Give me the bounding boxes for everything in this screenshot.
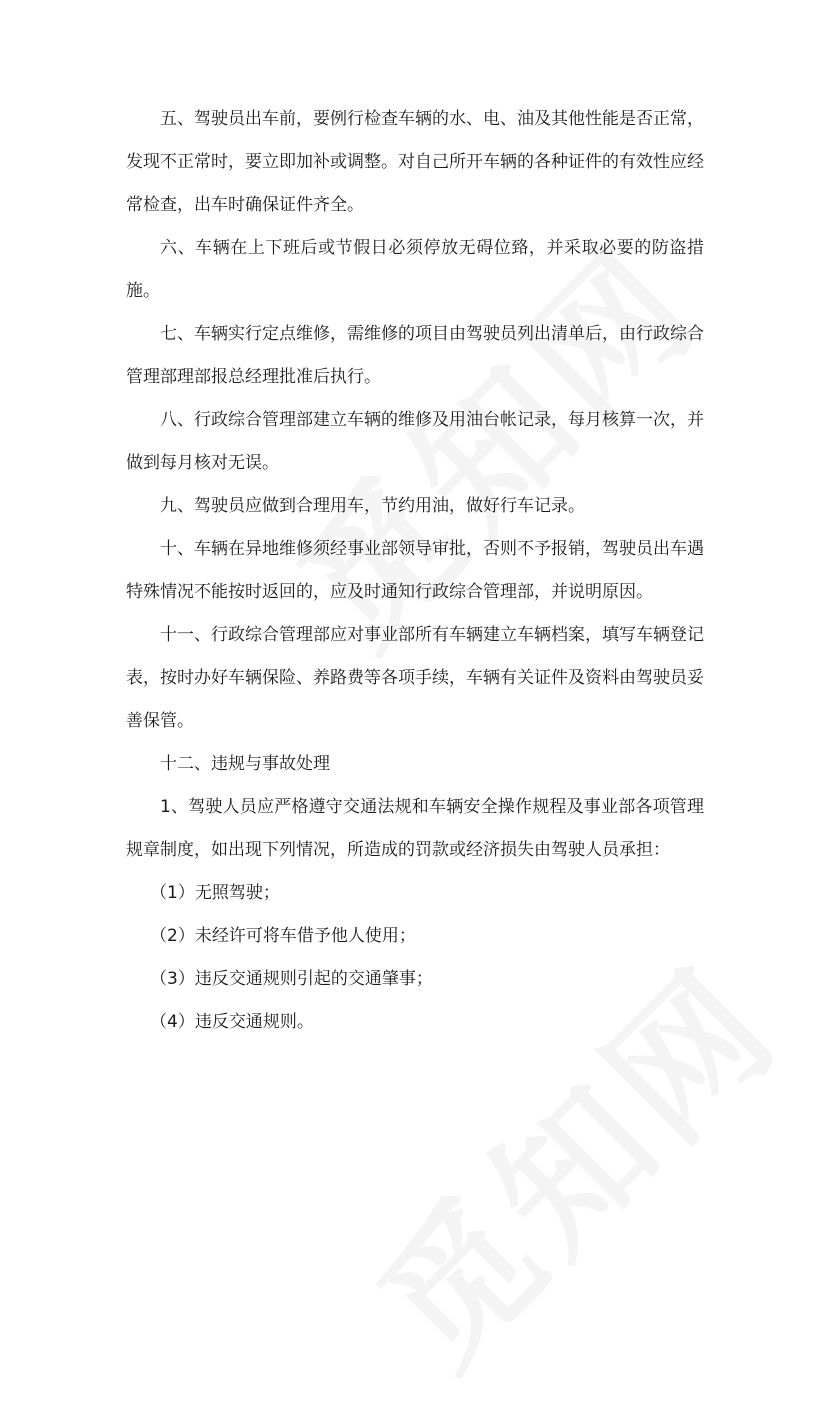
list-item: （3）违反交通规则引起的交通肇事； bbox=[150, 969, 433, 989]
paragraph-12-1: 1、驾驶人员应严格遵守交通法规和车辆安全操作规程及事业部各项管理规章制度，如出现下列情况，所造成的罚款或经济损失由驾驶人员承担： bbox=[126, 797, 704, 860]
paragraph-5: 五、驾驶员出车前，要例行检查车辆的水、电、油及其他性能是否正常，发现不正常时，要立即加补或调整。对自己所开车辆的各种证件的有效性应经常检查，出车时确保证件齐全。 bbox=[126, 109, 704, 215]
paragraph-6: 六、车辆在上下班后或节假日必须停放无碍位臵，并采取必要的防盗措施。 bbox=[126, 238, 704, 301]
paragraph-11: 十一、行政综合管理部应对事业部所有车辆建立车辆档案，填写车辆登记表，按时办好车辆保险、养路费等各项手续，车辆有关证件及资料由驾驶员妥善保管。 bbox=[126, 625, 704, 731]
section-heading-12: 十二、违规与事故处理 bbox=[160, 754, 330, 774]
list-item: （2）未经许可将车借予他人使用； bbox=[150, 926, 416, 946]
paragraph-10: 十、车辆在异地维修须经事业部领导审批，否则不予报销，驾驶员出车遇特殊情况不能按时返回的，应及时通知行政综合管理部，并说明原因。 bbox=[126, 539, 704, 602]
paragraph-7: 七、车辆实行定点维修，需维修的项目由驾驶员列出清单后，由行政综合管理部理部报总经理批准后执行。 bbox=[126, 324, 704, 387]
paragraph-9: 九、驾驶员应做到合理用车，节约用油，做好行车记录。 bbox=[160, 496, 585, 516]
list-item: （4）违反交通规则。 bbox=[150, 1012, 314, 1032]
list-item: （1）无照驾驶； bbox=[150, 883, 280, 903]
document-body bbox=[126, 98, 704, 1044]
paragraph-8: 八、行政综合管理部建立车辆的维修及用油台帐记录，每月核算一次，并做到每月核对无误。 bbox=[126, 410, 704, 473]
